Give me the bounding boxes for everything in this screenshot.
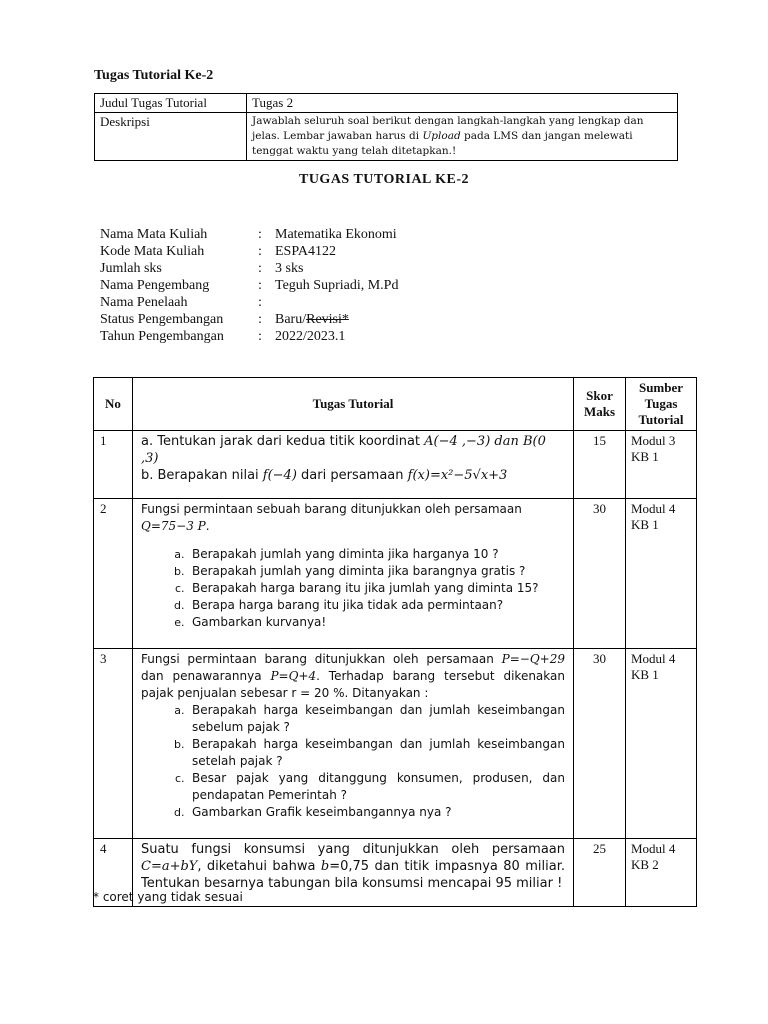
meta-label: Nama Mata Kuliah <box>100 227 208 242</box>
source-kb: KB 1 <box>631 449 659 464</box>
info-row-description <box>95 113 678 161</box>
course-meta <box>100 226 398 345</box>
header-no: No <box>94 378 133 431</box>
header-source-line: Tugas <box>644 396 678 411</box>
task-row-3 <box>94 649 697 839</box>
task-number: 1 <box>94 431 133 499</box>
status-new: Baru/ <box>275 312 307 327</box>
tasks-table <box>93 377 697 907</box>
task-text: Suatu fungsi konsumsi yang ditunjukkan oleh persamaan <box>141 842 565 857</box>
header-score-line: Skor <box>586 388 613 403</box>
meta-label: Kode Mata Kuliah <box>100 244 205 259</box>
sub-question: d. Gambarkan Grafik keseimbangannya nya ? <box>188 804 565 821</box>
info-value-description <box>247 113 678 161</box>
meta-colon: : <box>258 329 262 344</box>
task-text: . <box>205 519 210 533</box>
task-intro <box>141 651 565 702</box>
meta-label: Tahun Pengembangan <box>100 329 224 344</box>
sub-question: b. Berapakah harga keseimbangan dan jumlah keseimbangan setelah pajak ? <box>188 736 565 770</box>
info-label-title: Judul Tugas Tutorial <box>95 94 247 113</box>
source-module: Modul 3 <box>631 433 676 448</box>
document-title: Tugas Tutorial Ke-2 <box>94 68 214 83</box>
description-text-end: pada LMS dan jangan melewati tenggat waktu yang telah ditetapkan.! <box>252 130 633 157</box>
task-math: C=a+bY <box>141 859 198 874</box>
task-math: Q=75−3 P <box>141 519 206 533</box>
task-text: dan penawarannya <box>141 669 271 683</box>
header-source-line: Sumber <box>638 380 684 395</box>
sub-question: c. Berapakah harga barang itu jika jumlah yang diminta 15? <box>188 580 565 597</box>
source-module: Modul 4 <box>631 651 676 666</box>
sub-question: e. Gambarkan kurvanya! <box>188 614 565 631</box>
source-module: Modul 4 <box>631 841 676 856</box>
tasks-header-row <box>94 378 697 431</box>
task-line-a <box>141 433 565 467</box>
task-text: , diketahui bahwa <box>197 859 321 874</box>
task-line-b <box>141 467 565 484</box>
task-score: 30 <box>574 499 626 649</box>
sub-question-list <box>141 546 565 631</box>
sub-question: b. Berapakah jumlah yang diminta jika barangnya gratis ? <box>188 563 565 580</box>
task-math: P=−Q+29 <box>501 652 565 666</box>
meta-colon: : <box>258 261 262 276</box>
task-text: =0,75 dan titik impasnya 80 miliar. Tentukan besarnya tabungan bila konsumsi mencapai 95 miliar ! <box>141 859 565 891</box>
meta-colon: : <box>258 312 262 327</box>
source-kb: KB 1 <box>631 517 659 532</box>
meta-row-course-name <box>100 226 398 243</box>
header-score-line: Maks <box>583 404 616 419</box>
spacer <box>141 631 565 642</box>
meta-value: 2022/2023.1 <box>275 329 346 344</box>
task-score: 25 <box>574 839 626 907</box>
meta-colon: : <box>258 278 262 293</box>
sub-question: d. Berapa harga barang itu jika tidak ada permintaan? <box>188 597 565 614</box>
task-math: A(−4 ,−3) dan B(0 ,3) <box>141 434 546 466</box>
sub-question-list <box>141 702 565 821</box>
task-content <box>133 649 574 839</box>
task-math: f(x)=x²−5√x+3 <box>407 468 508 483</box>
meta-colon: : <box>258 227 262 242</box>
task-content <box>133 499 574 649</box>
task-row-2 <box>94 499 697 649</box>
meta-value <box>275 311 349 328</box>
status-revision-struck: Revisi* <box>306 312 349 327</box>
description-text: Jawablah seluruh soal berikut dengan langkah-langkah yang lengkap dan jelas. Lembar jawaban harus di <box>252 115 644 142</box>
meta-label: Nama Penelaah <box>100 295 188 310</box>
meta-row-developer <box>100 277 398 294</box>
task-text: . Terhadap barang tersebut dikenakan pajak penjualan sebesar r = 20 %. Ditanyakan : <box>141 669 565 700</box>
task-row-1 <box>94 431 697 499</box>
task-math: P=Q+4 <box>270 669 317 683</box>
meta-row-reviewer <box>100 294 398 311</box>
task-number: 4 <box>94 839 133 907</box>
sub-question: a. Berapakah jumlah yang diminta jika harganya 10 ? <box>188 546 565 563</box>
meta-label: Jumlah sks <box>100 261 162 276</box>
task-score: 30 <box>574 649 626 839</box>
info-label-description: Deskripsi <box>95 113 247 161</box>
header-score <box>574 378 626 431</box>
task-source <box>626 431 697 499</box>
meta-colon: : <box>258 295 262 310</box>
meta-value: Teguh Supriadi, M.Pd <box>275 278 399 293</box>
meta-row-course-code <box>100 243 398 260</box>
task-number: 3 <box>94 649 133 839</box>
header-source <box>626 378 697 431</box>
task-text: b. Berapakan nilai <box>141 468 263 483</box>
task-content <box>133 431 574 499</box>
source-kb: KB 1 <box>631 667 659 682</box>
description-upload-word: Upload <box>422 130 461 142</box>
task-math: b <box>320 859 330 874</box>
task-source <box>626 499 697 649</box>
spacer <box>141 821 565 832</box>
task-intro <box>141 501 565 535</box>
sub-question: c. Besar pajak yang ditanggung konsumen, produsen, dan pendapatan Pemerintah ? <box>188 770 565 804</box>
task-source <box>626 839 697 907</box>
info-value-title: Tugas 2 <box>247 94 678 113</box>
task-text: Fungsi permintaan sebuah barang ditunjukkan oleh persamaan <box>141 502 522 516</box>
meta-row-year <box>100 328 398 345</box>
meta-row-credits <box>100 260 398 277</box>
task-source <box>626 649 697 839</box>
sub-question: a. Berapakah harga keseimbangan dan jumlah keseimbangan sebelum pajak ? <box>188 702 565 736</box>
meta-row-status <box>100 311 398 328</box>
task-text: dari persamaan <box>296 468 408 483</box>
task-math: f(−4) <box>262 468 297 483</box>
info-row-title <box>95 94 678 113</box>
footnote: * coret yang tidak sesuai <box>93 890 243 904</box>
header-source-line: Tutorial <box>638 412 684 427</box>
assignment-info-table <box>94 93 678 161</box>
spacer <box>141 535 565 546</box>
meta-label: Nama Pengembang <box>100 278 210 293</box>
meta-label: Status Pengembangan <box>100 312 224 327</box>
task-text: Fungsi permintaan barang ditunjukkan oleh persamaan <box>141 652 502 666</box>
meta-colon: : <box>258 244 262 259</box>
task-number: 2 <box>94 499 133 649</box>
task-text: a. Tentukan jarak dari kedua titik koordinat <box>141 434 425 449</box>
header-task: Tugas Tutorial <box>133 378 574 431</box>
meta-value: 3 sks <box>275 261 304 276</box>
meta-value: Matematika Ekonomi <box>275 227 397 242</box>
source-module: Modul 4 <box>631 501 676 516</box>
source-kb: KB 2 <box>631 857 659 872</box>
task-score: 15 <box>574 431 626 499</box>
section-title: TUGAS TUTORIAL KE-2 <box>298 172 470 187</box>
meta-value: ESPA4122 <box>275 244 336 259</box>
